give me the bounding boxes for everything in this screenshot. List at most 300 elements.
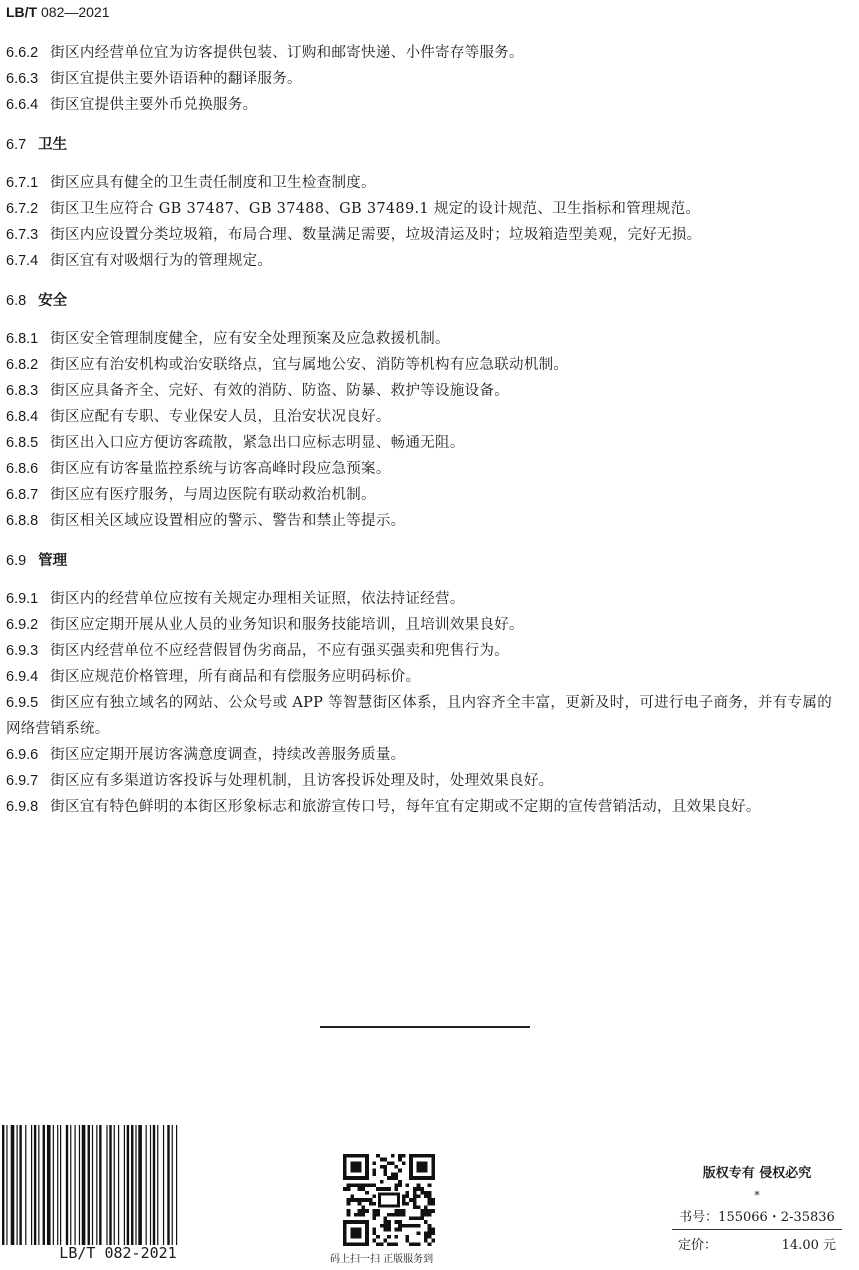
qr-module — [420, 1191, 424, 1195]
barcode-bar — [57, 1125, 58, 1245]
qr-module — [347, 1198, 351, 1202]
clause-paragraph — [6, 612, 832, 638]
document-body — [6, 40, 832, 820]
clause-paragraph — [6, 66, 832, 92]
section-title: 管理 — [38, 553, 68, 569]
qr-module — [387, 1161, 391, 1165]
qr-module — [417, 1183, 421, 1187]
qr-module — [383, 1169, 387, 1173]
qr-module — [383, 1187, 387, 1191]
qr-module — [417, 1217, 421, 1221]
barcode-bar — [79, 1125, 80, 1245]
qr-module — [395, 1220, 399, 1224]
qr-module — [395, 1165, 399, 1169]
clause-number: 6.7.1 — [6, 175, 39, 191]
clause-number: 6.7.2 — [6, 201, 39, 217]
clause-paragraph — [6, 456, 832, 482]
price-value: 14.00 元 — [781, 1238, 836, 1253]
qr-module — [431, 1209, 435, 1213]
qr-module — [369, 1202, 373, 1206]
qr-module — [424, 1220, 428, 1224]
barcode-bar — [82, 1125, 86, 1245]
clause-paragraph — [6, 170, 832, 196]
barcode-bar — [96, 1125, 97, 1245]
barcode-bar — [114, 1125, 115, 1245]
clause-text: 街区应具有健全的卫生责任制度和卫生检查制度。 — [50, 175, 376, 191]
barcode-bar — [19, 1125, 21, 1245]
qr-module — [417, 1187, 421, 1191]
qr-module — [380, 1180, 384, 1184]
qr-module — [387, 1176, 391, 1180]
qr-module — [347, 1202, 351, 1206]
qr-module — [391, 1242, 395, 1246]
clause-number: 6.7 — [6, 137, 27, 153]
qr-module — [391, 1172, 395, 1176]
qr-module — [376, 1209, 380, 1213]
qr-module — [372, 1161, 376, 1165]
qr-module — [383, 1158, 387, 1162]
clause-paragraph — [6, 40, 832, 66]
qr-module — [380, 1224, 384, 1228]
clause-text: 街区宜有对吸烟行为的管理规定。 — [50, 253, 273, 269]
clause-text: 街区宜提供主要外语语种的翻译服务。 — [50, 71, 302, 87]
clause-number: 6.9.8 — [6, 799, 39, 815]
qr-module — [402, 1154, 406, 1158]
qr-module — [365, 1209, 369, 1213]
clause-text: 街区内经营单位不应经营假冒伪劣商品，不应有强买强卖和兜售行为。 — [50, 643, 510, 659]
clause-number: 6.8.3 — [6, 383, 39, 399]
qr-module — [398, 1224, 402, 1228]
clause-paragraph — [6, 586, 832, 612]
qr-module — [372, 1228, 376, 1232]
clause-number: 6.8 — [6, 293, 27, 309]
qr-module — [398, 1154, 402, 1158]
clause-number: 6.9.6 — [6, 747, 39, 763]
qr-module — [361, 1198, 365, 1202]
clause-text: 街区应规范价格管理，所有商品和有偿服务应明码标价。 — [50, 669, 421, 685]
qr-module — [372, 1194, 376, 1198]
clause-text: 街区应有医疗服务，与周边医院有联动救治机制。 — [50, 487, 376, 503]
qr-module — [365, 1183, 369, 1187]
clause-number: 6.9.2 — [6, 617, 39, 633]
qr-module — [431, 1239, 435, 1243]
qr-module — [406, 1224, 410, 1228]
qr-module — [372, 1169, 376, 1173]
qr-module — [402, 1161, 406, 1165]
qr-module — [406, 1239, 410, 1243]
barcode-bar — [60, 1125, 61, 1245]
clause-text: 街区应有多渠道访客投诉与处理机制，且访客投诉处理及时，处理效果良好。 — [50, 773, 554, 789]
clause-text: 街区出入口应方便访客疏散，紧急出口应标志明显、畅通无阻。 — [50, 435, 465, 451]
qr-module — [395, 1228, 399, 1232]
qr-module — [361, 1187, 365, 1191]
qr-module — [420, 1209, 424, 1213]
clause-text: 街区应具备齐全、完好、有效的消防、防盗、防暴、救护等设施设备。 — [50, 383, 510, 399]
barcode-bar — [88, 1125, 90, 1245]
star-mark: * — [754, 1189, 760, 1202]
qr-module — [395, 1213, 399, 1217]
clause-number: 6.7.3 — [6, 227, 39, 243]
clause-text: 街区应定期开展从业人员的业务知识和服务技能培训，且培训效果良好。 — [50, 617, 524, 633]
copyright-notice: 版权专有 侵权必究 — [702, 1166, 812, 1181]
qr-module — [350, 1228, 361, 1239]
qr-module — [383, 1172, 387, 1176]
standard-code: LB/T — [6, 4, 38, 20]
clause-paragraph — [6, 690, 832, 742]
barcode-bar — [118, 1125, 119, 1245]
qr-module — [361, 1209, 365, 1213]
qr-module — [354, 1198, 358, 1202]
clause-text: 街区应有独立域名的网站、公众号或 APP 等智慧街区体系，且内容齐全丰富，更新及时，可进行电子商务，并有专属的网络营销系统。 — [6, 695, 832, 737]
qr-module — [398, 1213, 402, 1217]
qr-module — [413, 1242, 417, 1246]
clause-number: 6.6.2 — [6, 45, 39, 61]
qr-module — [395, 1235, 399, 1239]
qr-module — [428, 1194, 432, 1198]
clause-text: 街区内的经营单位应按有关规定办理相关证照，依法持证经营。 — [50, 591, 465, 607]
clause-text: 街区应定期开展访客满意度调查，持续改善服务质量。 — [50, 747, 406, 763]
barcode-bar — [127, 1125, 129, 1245]
qr-module — [387, 1187, 391, 1191]
qr-module — [413, 1202, 417, 1206]
qr-module — [402, 1194, 406, 1198]
qr-module — [395, 1176, 399, 1180]
qr-module — [398, 1183, 402, 1187]
barcode-bar — [25, 1125, 26, 1245]
qr-module — [428, 1242, 432, 1246]
qr-module — [406, 1202, 410, 1206]
qr-module — [369, 1198, 373, 1202]
barcode-bar — [47, 1125, 51, 1245]
barcode-bar — [38, 1125, 39, 1245]
qr-module — [365, 1198, 369, 1202]
clause-paragraph — [6, 742, 832, 768]
qr-module — [395, 1209, 399, 1213]
qr-module — [387, 1213, 391, 1217]
qr-module — [350, 1183, 354, 1187]
clause-paragraph — [6, 638, 832, 664]
qr-module — [413, 1191, 417, 1195]
qr-module — [395, 1172, 399, 1176]
section-heading — [6, 132, 832, 158]
qr-module — [361, 1183, 365, 1187]
qr-module — [406, 1191, 410, 1195]
clause-number: 6.6.4 — [6, 97, 39, 113]
qr-module — [413, 1224, 417, 1228]
qr-module — [391, 1161, 395, 1165]
qr-module — [417, 1161, 428, 1172]
copyright-box — [672, 1162, 842, 1253]
section-heading — [6, 288, 832, 314]
qr-module — [365, 1191, 369, 1195]
clause-paragraph — [6, 430, 832, 456]
qr-module — [376, 1213, 380, 1217]
divider — [672, 1229, 842, 1230]
qr-module — [428, 1213, 432, 1217]
qr-module — [361, 1206, 365, 1210]
isbn-barcode — [0, 1125, 236, 1245]
qr-module — [358, 1209, 362, 1213]
barcode-bar — [17, 1125, 18, 1245]
qr-code[interactable] — [343, 1154, 435, 1246]
page-header — [6, 4, 110, 20]
qr-module — [383, 1165, 387, 1169]
clause-text: 街区内经营单位宜为访客提供包装、订购和邮寄快递、小件寄存等服务。 — [50, 45, 524, 61]
qr-module — [413, 1206, 417, 1210]
barcode-bar — [43, 1125, 45, 1245]
qr-module — [354, 1183, 358, 1187]
barcode-bar — [163, 1125, 164, 1245]
qr-module — [413, 1217, 417, 1221]
qr-module — [428, 1224, 432, 1228]
clause-text: 街区安全管理制度健全，应有安全处理预案及应急救援机制。 — [50, 331, 450, 347]
clause-paragraph — [6, 508, 832, 534]
qr-module — [376, 1154, 380, 1158]
qr-module — [391, 1213, 395, 1217]
clause-paragraph — [6, 378, 832, 404]
qr-module — [383, 1239, 387, 1243]
qr-module — [354, 1213, 358, 1217]
clause-number: 6.8.1 — [6, 331, 39, 347]
qr-module — [347, 1209, 351, 1213]
qr-caption: 码上扫一扫 正版服务到 — [330, 1254, 434, 1265]
qr-module — [406, 1235, 410, 1239]
clause-number: 6.9.7 — [6, 773, 39, 789]
qr-module — [417, 1224, 421, 1228]
qr-module — [372, 1202, 376, 1206]
qr-module — [398, 1180, 402, 1184]
qr-module — [387, 1235, 391, 1239]
barcode-bar — [138, 1125, 142, 1245]
qr-module — [376, 1235, 380, 1239]
clause-number: 6.9.1 — [6, 591, 39, 607]
qr-module — [398, 1220, 402, 1224]
barcode-bar — [70, 1125, 71, 1245]
clause-number: 6.7.4 — [6, 253, 39, 269]
qr-module — [409, 1217, 413, 1221]
barcode-bar — [150, 1125, 151, 1245]
qr-module — [358, 1198, 362, 1202]
qr-module — [383, 1220, 387, 1224]
qr-module — [428, 1209, 432, 1213]
qr-module — [387, 1220, 391, 1224]
qr-module — [372, 1183, 376, 1187]
barcode-label: LB/T 082-2021 — [59, 1244, 177, 1262]
qr-module — [361, 1213, 365, 1217]
qr-module — [372, 1239, 376, 1243]
barcode-bar — [106, 1125, 107, 1245]
barcode-bar — [167, 1125, 169, 1245]
qr-module — [402, 1213, 406, 1217]
barcode-bar — [2, 1125, 4, 1245]
qr-module — [428, 1183, 432, 1187]
qr-module — [402, 1202, 406, 1206]
qr-module — [413, 1187, 417, 1191]
qr-module — [391, 1154, 395, 1158]
barcode-bar — [11, 1125, 15, 1245]
qr-module — [395, 1187, 399, 1191]
clause-paragraph — [6, 768, 832, 794]
price-row — [672, 1234, 842, 1253]
qr-module — [372, 1209, 376, 1213]
qr-module — [409, 1198, 413, 1202]
clause-text: 街区应有治安机构或治安联络点，宜与属地公安、消防等机构有应急联动机制。 — [50, 357, 569, 373]
clause-paragraph — [6, 196, 832, 222]
qr-module — [424, 1213, 428, 1217]
qr-module — [391, 1176, 395, 1180]
barcode-bar — [172, 1125, 173, 1245]
qr-module — [409, 1242, 413, 1246]
qr-module — [417, 1194, 421, 1198]
qr-module — [398, 1169, 402, 1173]
clause-paragraph — [6, 794, 832, 820]
qr-module — [380, 1158, 384, 1162]
barcode-bar — [135, 1125, 136, 1245]
barcode-bar — [6, 1125, 7, 1245]
qr-module — [395, 1242, 399, 1246]
barcode-bar — [66, 1125, 68, 1245]
qr-module — [428, 1228, 432, 1232]
qr-module — [380, 1242, 384, 1246]
clause-text: 街区内应设置分类垃圾箱，布局合理、数量满足需要，垃圾清运及时；垃圾箱造型美观，完好无损。 — [50, 227, 702, 243]
qr-module — [380, 1187, 384, 1191]
clause-number: 6.8.2 — [6, 357, 39, 373]
barcode-bar — [75, 1125, 76, 1245]
clause-text: 街区卫生应符合 GB 37487、GB 37488、GB 37489.1 规定的设计规范、卫生指标和管理规范。 — [50, 201, 701, 217]
qr-module — [428, 1231, 432, 1235]
clause-text: 街区应有访客量监控系统与访客高峰时段应急预案。 — [50, 461, 391, 477]
end-rule — [320, 1026, 530, 1028]
qr-module — [402, 1198, 406, 1202]
qr-module — [347, 1213, 351, 1217]
qr-module — [413, 1198, 417, 1202]
qr-module — [387, 1242, 391, 1246]
qr-module — [428, 1191, 432, 1195]
qr-module — [358, 1187, 362, 1191]
clause-paragraph — [6, 664, 832, 690]
clause-number: 6.8.6 — [6, 461, 39, 477]
qr-module — [372, 1213, 376, 1217]
qr-module — [372, 1217, 376, 1221]
barcode-bar — [53, 1125, 54, 1245]
qr-module — [424, 1191, 428, 1195]
qr-module — [417, 1231, 421, 1235]
qr-module — [424, 1206, 428, 1210]
qr-module — [343, 1187, 347, 1191]
qr-module — [383, 1228, 387, 1232]
clause-text: 街区应配有专职、专业保安人员，且治安状况良好。 — [50, 409, 391, 425]
qr-module — [376, 1187, 380, 1191]
qr-module — [428, 1202, 432, 1206]
qr-module — [387, 1224, 391, 1228]
qr-module — [395, 1183, 399, 1187]
qr-module — [424, 1231, 428, 1235]
section-title: 卫生 — [38, 137, 68, 153]
qr-module — [424, 1194, 428, 1198]
clause-text: 街区宜提供主要外币兑换服务。 — [50, 97, 258, 113]
qr-module — [417, 1206, 421, 1210]
qr-module — [358, 1213, 362, 1217]
barcode-bar — [153, 1125, 155, 1245]
qr-module — [417, 1242, 421, 1246]
qr-module — [372, 1172, 376, 1176]
barcode-bar — [124, 1125, 125, 1245]
clause-text: 街区相关区域应设置相应的警示、警告和禁止等提示。 — [50, 513, 406, 529]
qr-module — [350, 1161, 361, 1172]
clause-paragraph — [6, 248, 832, 274]
qr-module — [424, 1235, 428, 1239]
qr-module — [376, 1242, 380, 1246]
section-heading — [6, 548, 832, 574]
clause-paragraph — [6, 326, 832, 352]
barcode-bar — [131, 1125, 133, 1245]
clause-paragraph — [6, 352, 832, 378]
qr-module — [383, 1224, 387, 1228]
qr-module — [381, 1196, 397, 1205]
clause-number: 6.9 — [6, 553, 27, 569]
clause-text: 街区宜有特色鲜明的本街区形象标志和旅游宣传口号，每年宜有定期或不定期的宣传营销活动，且效果良好。 — [50, 799, 761, 815]
barcode-bar — [146, 1125, 147, 1245]
qr-module — [402, 1209, 406, 1213]
qr-module — [350, 1194, 354, 1198]
qr-module — [428, 1198, 432, 1202]
clause-number: 6.8.7 — [6, 487, 39, 503]
standard-number: 082—2021 — [41, 4, 110, 20]
clause-paragraph — [6, 92, 832, 118]
qr-module — [398, 1158, 402, 1162]
qr-module — [358, 1183, 362, 1187]
qr-module — [350, 1198, 354, 1202]
qr-module — [383, 1217, 387, 1221]
qr-module — [409, 1224, 413, 1228]
qr-module — [406, 1194, 410, 1198]
clause-number: 6.8.8 — [6, 513, 39, 529]
barcode-bar — [157, 1125, 158, 1245]
qr-module — [406, 1183, 410, 1187]
qr-module — [358, 1202, 362, 1206]
qr-module — [420, 1217, 424, 1221]
barcode-bar — [31, 1125, 32, 1245]
qr-module — [424, 1239, 428, 1243]
qr-module — [402, 1224, 406, 1228]
qr-module — [398, 1228, 402, 1232]
qr-module — [431, 1198, 435, 1202]
clause-number: 6.9.4 — [6, 669, 39, 685]
clause-number: 6.8.4 — [6, 409, 39, 425]
barcode-bar — [99, 1125, 101, 1245]
qr-module — [431, 1202, 435, 1206]
barcode-bar — [109, 1125, 111, 1245]
qr-module — [420, 1187, 424, 1191]
section-title: 安全 — [38, 293, 68, 309]
barcode-bar — [176, 1125, 177, 1245]
clause-paragraph — [6, 222, 832, 248]
clause-number: 6.6.3 — [6, 71, 39, 87]
clause-paragraph — [6, 482, 832, 508]
qr-module — [424, 1209, 428, 1213]
qr-module — [369, 1183, 373, 1187]
qr-module — [387, 1228, 391, 1232]
qr-module — [413, 1194, 417, 1198]
barcode-bar — [92, 1125, 93, 1245]
qr-module — [420, 1213, 424, 1217]
clause-number: 6.9.3 — [6, 643, 39, 659]
qr-module — [347, 1183, 351, 1187]
qr-module — [431, 1231, 435, 1235]
qr-module — [380, 1165, 384, 1169]
qr-module — [347, 1187, 351, 1191]
qr-module — [372, 1231, 376, 1235]
